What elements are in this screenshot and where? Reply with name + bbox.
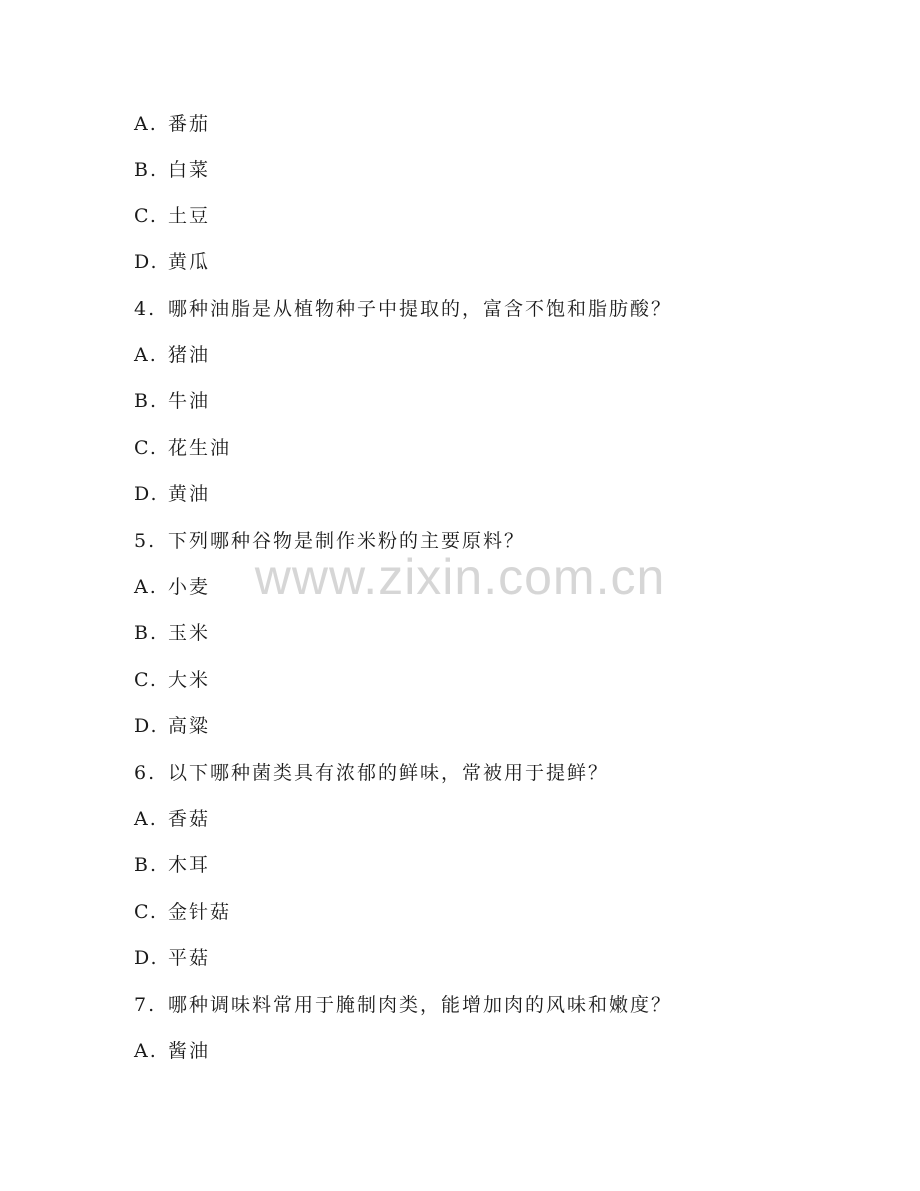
option-text: 平菇 (168, 947, 211, 969)
option-label: D. (134, 251, 159, 273)
option-text: 木耳 (168, 854, 211, 876)
option-text: 酱油 (168, 1040, 211, 1062)
option-text: 番茄 (168, 113, 211, 135)
option-label: B. (134, 622, 159, 644)
option-label: C. (134, 437, 158, 459)
option-line (134, 900, 231, 924)
question-number: 4. (134, 298, 157, 320)
option-label: A. (134, 344, 158, 366)
option-line (134, 343, 210, 367)
option-line (134, 112, 210, 136)
watermark: www.zixin.com.cn (254, 549, 666, 605)
option-line (134, 668, 210, 692)
option-line (134, 158, 210, 182)
option-text: 黄油 (168, 483, 211, 505)
option-label: D. (134, 483, 159, 505)
option-label: C. (134, 669, 158, 691)
option-label: A. (134, 1040, 158, 1062)
option-label: B. (134, 390, 159, 412)
option-line (134, 853, 210, 877)
question-text: 哪种调味料常用于腌制肉类，能增加肉的风味和嫩度？ (168, 994, 673, 1016)
option-text: 猪油 (168, 344, 211, 366)
option-label: D. (134, 715, 159, 737)
option-line (134, 621, 210, 645)
option-text: 白菜 (168, 159, 211, 181)
option-text: 黄瓜 (168, 251, 211, 273)
option-line (134, 575, 210, 599)
option-line (134, 389, 210, 413)
question-line (134, 993, 672, 1017)
question-number: 5. (134, 530, 157, 552)
option-line (134, 1039, 210, 1063)
option-text: 金针菇 (168, 901, 232, 923)
option-label: B. (134, 854, 159, 876)
option-label: A. (134, 808, 158, 830)
option-text: 牛油 (168, 390, 211, 412)
option-text: 土豆 (168, 205, 211, 227)
question-text: 哪种油脂是从植物种子中提取的，富含不饱和脂肪酸？ (168, 298, 673, 320)
question-line (134, 297, 672, 321)
option-label: A. (134, 576, 158, 598)
question-line (134, 529, 525, 553)
question-line (134, 761, 609, 785)
option-line (134, 714, 210, 738)
option-label: D. (134, 947, 159, 969)
option-line (134, 946, 210, 970)
option-text: 香菇 (168, 808, 211, 830)
option-line (134, 250, 210, 274)
question-text: 以下哪种菌类具有浓郁的鲜味，常被用于提鲜？ (168, 762, 610, 784)
option-line (134, 436, 231, 460)
option-text: 大米 (168, 669, 211, 691)
option-text: 小麦 (168, 576, 211, 598)
option-label: A. (134, 113, 158, 135)
question-text: 下列哪种谷物是制作米粉的主要原料？ (168, 530, 526, 552)
option-line (134, 807, 210, 831)
option-text: 花生油 (168, 437, 232, 459)
question-number: 7. (134, 994, 157, 1016)
question-number: 6. (134, 762, 157, 784)
option-text: 高粱 (168, 715, 211, 737)
option-label: B. (134, 159, 159, 181)
option-line (134, 482, 210, 506)
option-line (134, 204, 210, 228)
option-text: 玉米 (168, 622, 211, 644)
option-label: C. (134, 901, 158, 923)
option-label: C. (134, 205, 158, 227)
